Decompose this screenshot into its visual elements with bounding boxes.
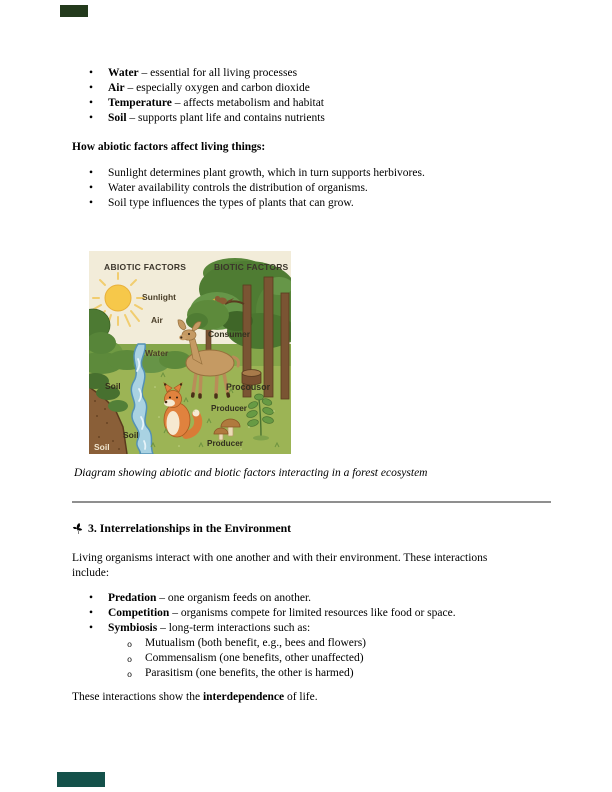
- intro-paragraph: [72, 551, 547, 581]
- list-text: Parasitism (one benefits, the other is harmed): [145, 667, 354, 679]
- symbiosis-sublist: [72, 636, 547, 681]
- seedling-icon: [72, 522, 84, 535]
- list-item: [72, 606, 547, 621]
- soil-bottom-label: Soil: [94, 442, 110, 452]
- list-item: [72, 111, 544, 126]
- list-term: Air: [108, 82, 125, 94]
- section-3-heading-text: 3. Interrelationships in the Environment: [88, 521, 292, 535]
- list-desc: – affects metabolism and habitat: [171, 97, 325, 109]
- section-3-heading: [72, 521, 291, 536]
- biotic-header-label: BIOTIC FACTORS: [214, 262, 289, 272]
- list-term: Predation: [108, 592, 157, 604]
- list-desc: – organisms compete for limited resources like food or space.: [169, 607, 456, 619]
- list-desc: – long-term interactions such as:: [157, 622, 311, 634]
- closing-paragraph: [72, 691, 318, 703]
- list-text: Mutualism (both benefit, e.g., bees and flowers): [145, 637, 366, 649]
- list-text: Sunlight determines plant growth, which in turn supports herbivores.: [108, 167, 425, 179]
- list-item: [72, 181, 544, 196]
- abiotic-header-label: ABIOTIC FACTORS: [104, 262, 187, 272]
- list-item: [72, 166, 544, 181]
- list-text: Water availability controls the distribution of organisms.: [108, 182, 368, 194]
- soil-mid-label: Soil: [123, 430, 139, 440]
- closing-text: of life.: [284, 691, 318, 703]
- list-desc: – supports plant life and contains nutrients: [126, 112, 325, 124]
- list-desc: – essential for all living processes: [138, 67, 298, 79]
- list-item: [72, 621, 547, 636]
- list-item: [72, 651, 547, 666]
- list-desc: – especially oxygen and carbon dioxide: [124, 82, 310, 94]
- section-divider: [72, 501, 551, 503]
- figure-caption: Diagram showing abiotic and biotic factors interacting in a forest ecosystem: [74, 467, 428, 479]
- list-item: [72, 196, 544, 211]
- list-item: [72, 66, 544, 81]
- interactions-list: [72, 591, 547, 636]
- ecosystem-illustration: [89, 251, 291, 454]
- sunlight-label: Sunlight: [142, 292, 176, 302]
- list-item: [72, 81, 544, 96]
- list-text: Soil type influences the types of plants that can grow.: [108, 197, 354, 209]
- soil-left-label: Soil: [105, 381, 121, 391]
- list-item: [72, 591, 547, 606]
- ecosystem-figure: [89, 251, 291, 454]
- list-term: Temperature: [108, 97, 172, 109]
- closing-bold-text: interdependence: [202, 691, 285, 703]
- list-item: [72, 666, 547, 681]
- intro-line: Living organisms interact with one another and with their environment. These interactions: [72, 552, 488, 564]
- list-term: Symbiosis: [108, 622, 158, 634]
- water-label: Water: [145, 348, 169, 358]
- list-item: [72, 96, 544, 111]
- consumer-label: Consumer: [208, 329, 251, 339]
- bottom-page-edge-image-sliver: [57, 772, 105, 787]
- list-term: Water: [108, 67, 139, 79]
- top-page-edge-image-sliver: [60, 5, 88, 17]
- closing-text: These interactions show the: [72, 691, 203, 703]
- effects-list: [72, 166, 544, 211]
- list-desc: – one organism feeds on another.: [156, 592, 312, 604]
- abiotic-factors-list: [72, 66, 544, 126]
- procousor-label: Procousor: [226, 382, 270, 392]
- list-term: Competition: [108, 607, 170, 619]
- list-term: Soil: [108, 112, 127, 124]
- producer-mid-label: Producer: [211, 404, 247, 413]
- list-text: Commensalism (one benefits, other unaffected): [145, 652, 364, 664]
- air-label: Air: [151, 315, 163, 325]
- effects-heading: How abiotic factors affect living things:: [72, 141, 266, 153]
- intro-line: include:: [72, 567, 110, 579]
- producer-bottom-label: Producer: [207, 439, 243, 448]
- list-item: [72, 636, 547, 651]
